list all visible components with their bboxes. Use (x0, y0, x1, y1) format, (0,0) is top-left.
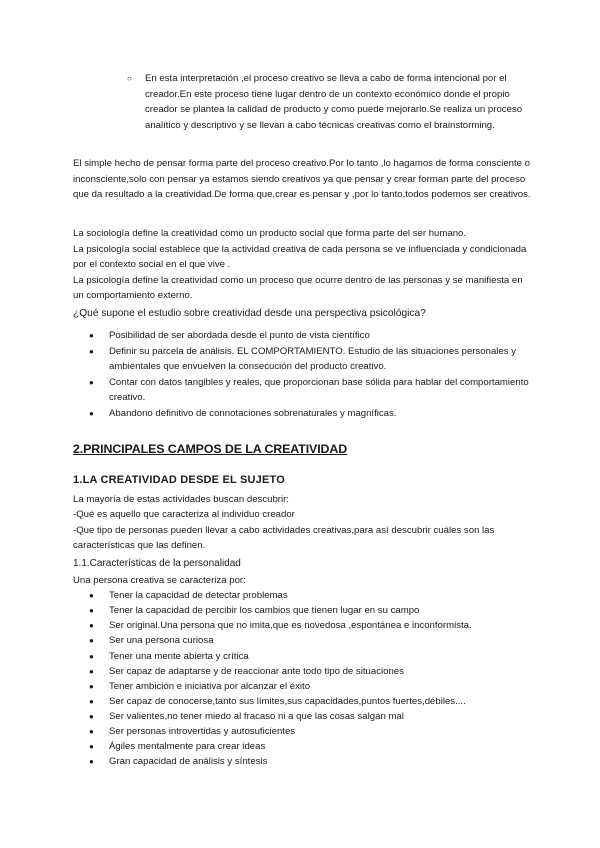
list-item: ● Tener ambición e iniciativa por alcanzar el éxito (73, 679, 533, 694)
list-item: ● Tener la capacidad de detectar problemas (73, 588, 533, 603)
paragraph-creative-thinking: El simple hecho de pensar forma parte del proceso creativo.Por lo tanto ,lo hagamos de forma consciente o inconsciente,solo con pensar ya estamos siendo creativos ya que pensar y crear forman parte del proceso que da resultado a la creatividad.De forma que,crear es pensar y ,por lo tanto,todos podemos ser creativos. (73, 158, 531, 201)
bullet-icon: ● (89, 681, 94, 691)
bullet-icon: ● (89, 408, 94, 418)
list-item: ● Ser capaz de adaptarse y de reaccionar ante todo tipo de situaciones (73, 664, 533, 679)
social-psychology-line: La psicología social establece que la actividad creativa de cada persona se ve influenciada y condicionada por el contexto social en el que vive . (73, 243, 527, 271)
question-bullets (73, 328, 533, 422)
list-item: ● Ser capaz de conocerse,tanto sus límites,sus capacidades,puntos fuertes,débiles.... (73, 694, 533, 709)
paragraph-definitions (73, 226, 533, 304)
sociology-line: La sociología define la creatividad como un producto social que forma parte del ser humano. (73, 228, 467, 239)
subsection-heading: 1.1.Características de la personalidad (73, 558, 241, 569)
psychology-line: La psicología define la creatividad como un proceso que ocurre dentro de las personas y se manifiesta en un comportamiento externo. (73, 274, 523, 302)
list-item: ● Tener una mente abierta y crítica (73, 649, 533, 664)
bullet-icon: ● (89, 727, 94, 737)
top-sublist (73, 71, 533, 133)
bullet-icon: ● (89, 591, 94, 601)
list-item: ● Gran capacidad de análisis y síntesis (73, 754, 533, 769)
section-sujeto: 1.LA CREATIVIDAD DESDE EL SUJETO La mayoría de estas actividades buscan descubrir: -Qué es aquello que caracteriza al individuo creador -Que tipo de personas pueden llevar a cabo actividades creativas,para así descubrir cuáles son las características que las definen. (73, 473, 533, 554)
subsection-personalidad: 1.1.Características de la personalidad Una persona creativa se caracteriza por: ● Tener la capacidad de detectar problemas ● Tener la capacidad de percibir los cambios que tienen lugar en su campo ● Ser original.Una persona que no imita,que es novedosa ,espontánea e inconformista. ● Ser una persona curiosa ● Tener una mente abierta y crítica ● Ser capaz de adaptarse y de reaccionar ante todo tipo de situaciones ● Tener ambición e iniciativa por alcanzar el éxito ● Ser capaz de conocerse,tanto sus límites,sus capacidades,puntos fuertes,débiles.... ● Ser valientes,no tener miedo al fracaso ni a que las cosas salgan mal ● Ser personas introvertidas y autosuficientes ● Ágiles mentalmente para crear ideas ● Gran capacidad de análisis y síntesis (73, 556, 533, 769)
list-item: ● Ser valientes,no tener miedo al fracaso ni a que las cosas salgan mal (73, 709, 533, 724)
list-item: ● Contar con datos tangibles y reales, que proporcionan base sólida para hablar del comportamiento creativo. (89, 376, 529, 404)
traits-list (73, 588, 533, 769)
list-item: ● Definir su parcela de análisis. EL COMPORTAMIENTO. Estudio de las situaciones personales y ambientales que envuelven la consecución del producto creativo. (89, 345, 517, 373)
circle-bullet-icon: ○ (127, 74, 132, 83)
bullet-icon: ● (89, 742, 94, 752)
bullet-icon: ● (89, 346, 94, 356)
list-item: ● Ser original.Una persona que no imita,que es novedosa ,espontánea e inconformista. (73, 618, 533, 633)
section-heading-sujeto: 1.LA CREATIVIDAD DESDE EL SUJETO (73, 474, 285, 486)
bullet-icon: ● (89, 696, 94, 706)
bullet-icon: ● (89, 621, 94, 631)
list-item: ● Tener la capacidad de percibir los cambios que tienen lugar en su campo (73, 603, 533, 618)
question-line: ¿Qué supone el estudio sobre creatividad desde una perspectiva psicológica? (73, 308, 426, 319)
list-item: ● Ser personas introvertidas y autosuficientes (73, 724, 533, 739)
list-item: ● Ser una persona curiosa (73, 633, 533, 648)
bullet-icon: ● (89, 757, 94, 767)
bullet-icon: ● (89, 711, 94, 721)
bullet-icon: ● (89, 377, 94, 387)
bullet-icon: ● (89, 651, 94, 661)
bullet-icon: ● (89, 636, 94, 646)
list-item: ● Ágiles mentalmente para crear ideas (73, 739, 533, 754)
section-heading-principales-campos: 2.PRINCIPALES CAMPOS DE LA CREATIVIDAD (73, 442, 348, 456)
bullet-icon: ● (89, 331, 94, 340)
list-item: ● Abandono definitivo de connotaciones sobrenaturales y magníficas. (73, 406, 533, 422)
question-bullets-block (73, 328, 533, 422)
list-item: ○ En esta interpretación ,el proceso creativo se lleva a cabo de forma intencional por el creador.En este proceso tiene lugar dentro de un contexto económico donde el propio creador se plantea la calidad de producto y como puede mejorarlo.Se realiza un proceso analítico y descriptivo y se llevan a cabo técnicas creativas como el brainstorming. (127, 73, 523, 131)
bullet-icon: ● (89, 606, 94, 616)
top-sublist-block (73, 71, 533, 133)
bullet-icon: ● (89, 666, 94, 676)
list-item: ● Posibilidad de ser abordada desde el punto de vista científico (73, 328, 533, 344)
